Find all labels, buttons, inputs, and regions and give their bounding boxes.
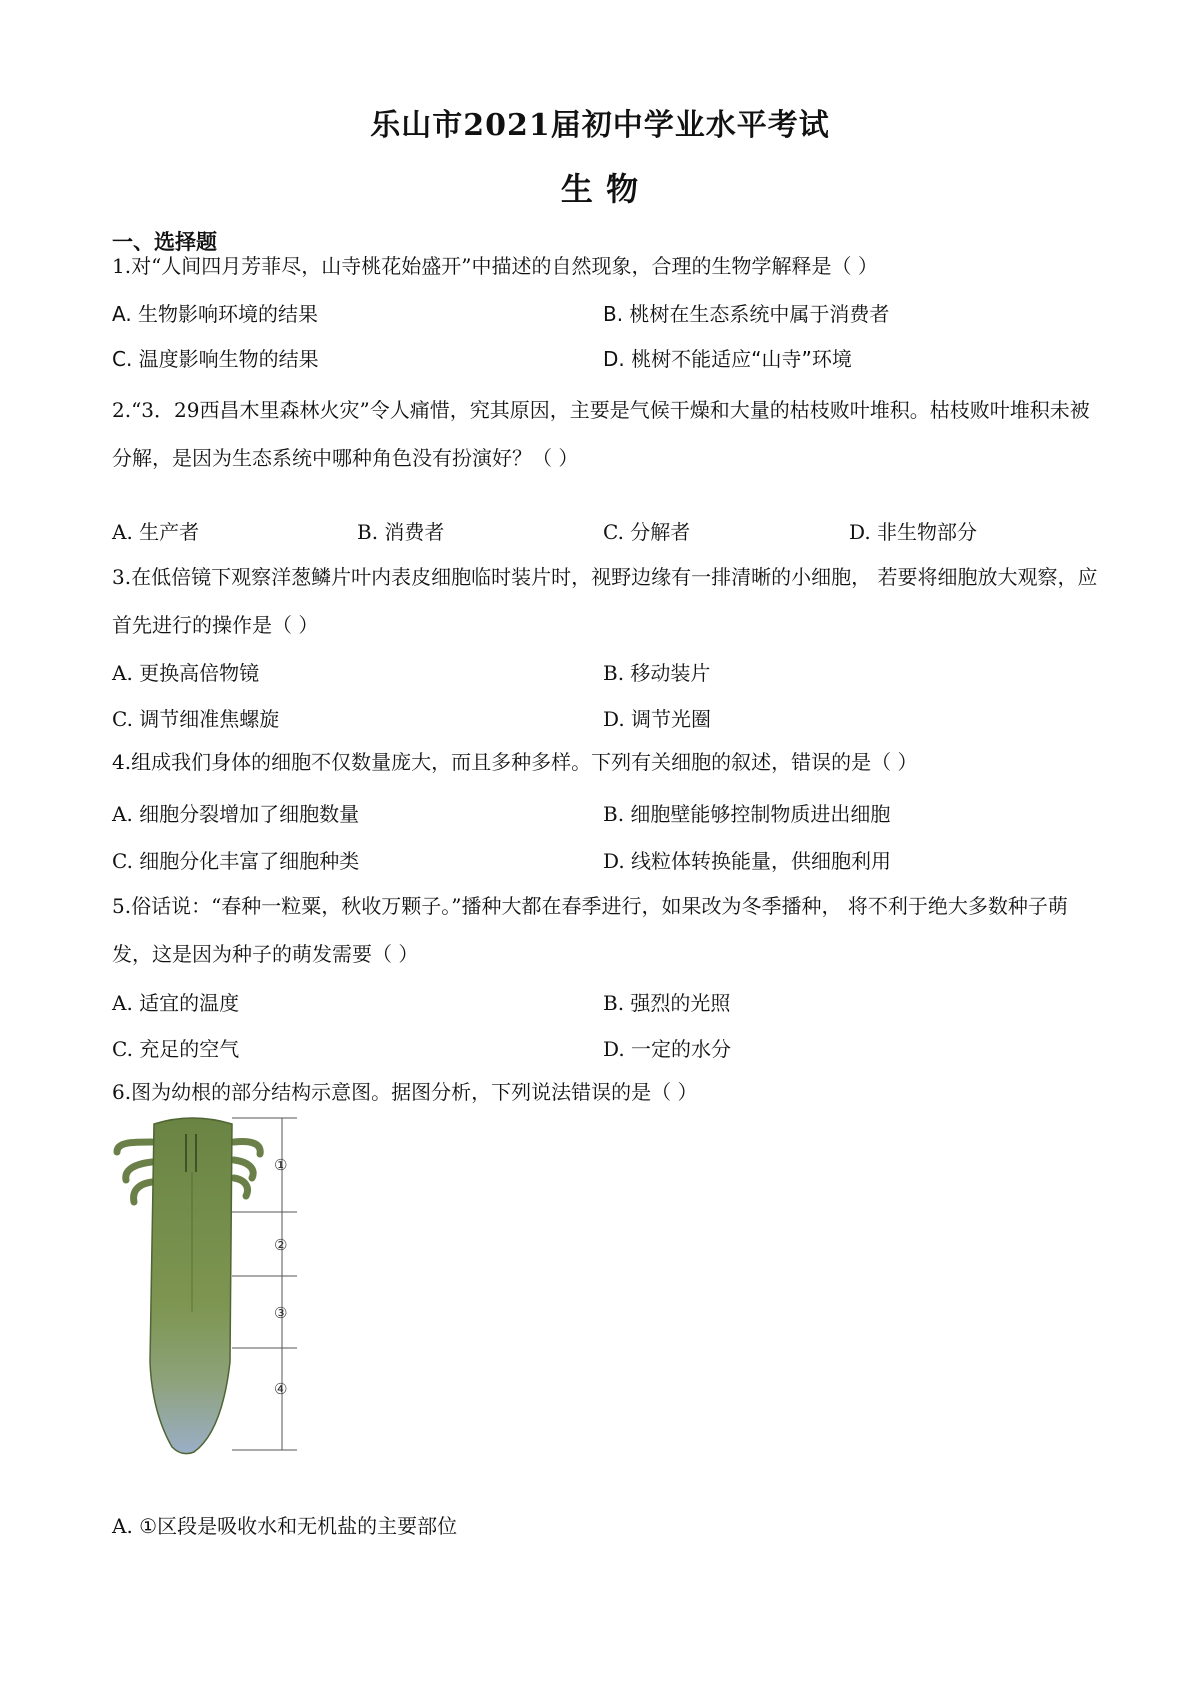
label-zone-1: ①	[274, 1156, 288, 1174]
question-1-option-b: B. 桃树在生态系统中属于消费者	[603, 302, 890, 326]
question-3-option-d: D. 调节光圈	[603, 707, 712, 731]
question-1-option-d: D. 桃树不能适应“山寺”环境	[603, 347, 852, 371]
question-1-stem: 1.对“人间四月芳菲尽，山寺桃花始盛开”中描述的自然现象，合理的生物学解释是（ ）	[112, 254, 878, 278]
label-zone-3: ③	[274, 1304, 288, 1322]
question-6-option-a: A. ①区段是吸收水和无机盐的主要部位	[112, 1514, 458, 1538]
question-2-option-b: B. 消费者	[357, 520, 445, 544]
question-4-stem: 4.组成我们身体的细胞不仅数量庞大，而且多种多样。下列有关细胞的叙述，错误的是（ ）	[112, 750, 918, 774]
question-4-option-a: A. 细胞分裂增加了细胞数量	[112, 802, 360, 826]
label-zone-2: ②	[274, 1236, 288, 1254]
question-1-option-a: A. 生物影响环境的结果	[112, 302, 319, 326]
root-body	[150, 1118, 232, 1454]
question-3-stem: 3.在低倍镜下观察洋葱鳞片叶内表皮细胞临时装片时，视野边缘有一排清晰的小细胞， 若要将细胞放大观察，应首先进行的操作是（ ）	[112, 565, 1098, 637]
question-5-option-b: B. 强烈的光照	[603, 991, 731, 1015]
question-5-option-c: C. 充足的空气	[112, 1037, 240, 1061]
question-4-option-b: B. 细胞壁能够控制物质进出细胞	[603, 802, 891, 826]
question-2-option-c: C. 分解者	[603, 520, 691, 544]
question-5-option-a: A. 适宜的温度	[112, 991, 240, 1015]
question-5-stem: 5.俗话说：“春种一粒粟，秋收万颗子。”播种大都在春季进行，如果改为冬季播种， 将不利于绝大多数种子萌发，这是因为种子的萌发需要（ ）	[112, 894, 1068, 966]
question-3-option-c: C. 调节细准焦螺旋	[112, 707, 280, 731]
question-2-option-d: D. 非生物部分	[849, 520, 978, 544]
section-heading: 一、选择题	[112, 229, 217, 254]
exam-title: 乐山市2021届初中学业水平考试	[370, 108, 830, 143]
question-3-option-a: A. 更换高倍物镜	[112, 661, 260, 685]
question-2-stem: 2.“3．29西昌木里森林火灾”令人痛惜，究其原因，主要是气候干燥和大量的枯枝败叶堆积。枯枝败叶堆积未被分解，是因为生态系统中哪种角色没有扮演好？（ ）	[112, 398, 1090, 470]
question-3-option-b: B. 移动装片	[603, 661, 711, 685]
question-5-option-d: D. 一定的水分	[603, 1037, 732, 1061]
root-structure-diagram	[112, 1112, 312, 1457]
label-zone-4: ④	[274, 1380, 288, 1398]
question-1-option-c: C. 温度影响生物的结果	[112, 347, 319, 371]
question-4-option-c: C. 细胞分化丰富了细胞种类	[112, 849, 360, 873]
question-4-option-d: D. 线粒体转换能量，供细胞利用	[603, 849, 892, 873]
subject-title: 生 物	[560, 170, 640, 208]
question-2-option-a: A. 生产者	[112, 520, 200, 544]
question-6-stem: 6.图为幼根的部分结构示意图。据图分析，下列说法错误的是（ ）	[112, 1080, 698, 1104]
